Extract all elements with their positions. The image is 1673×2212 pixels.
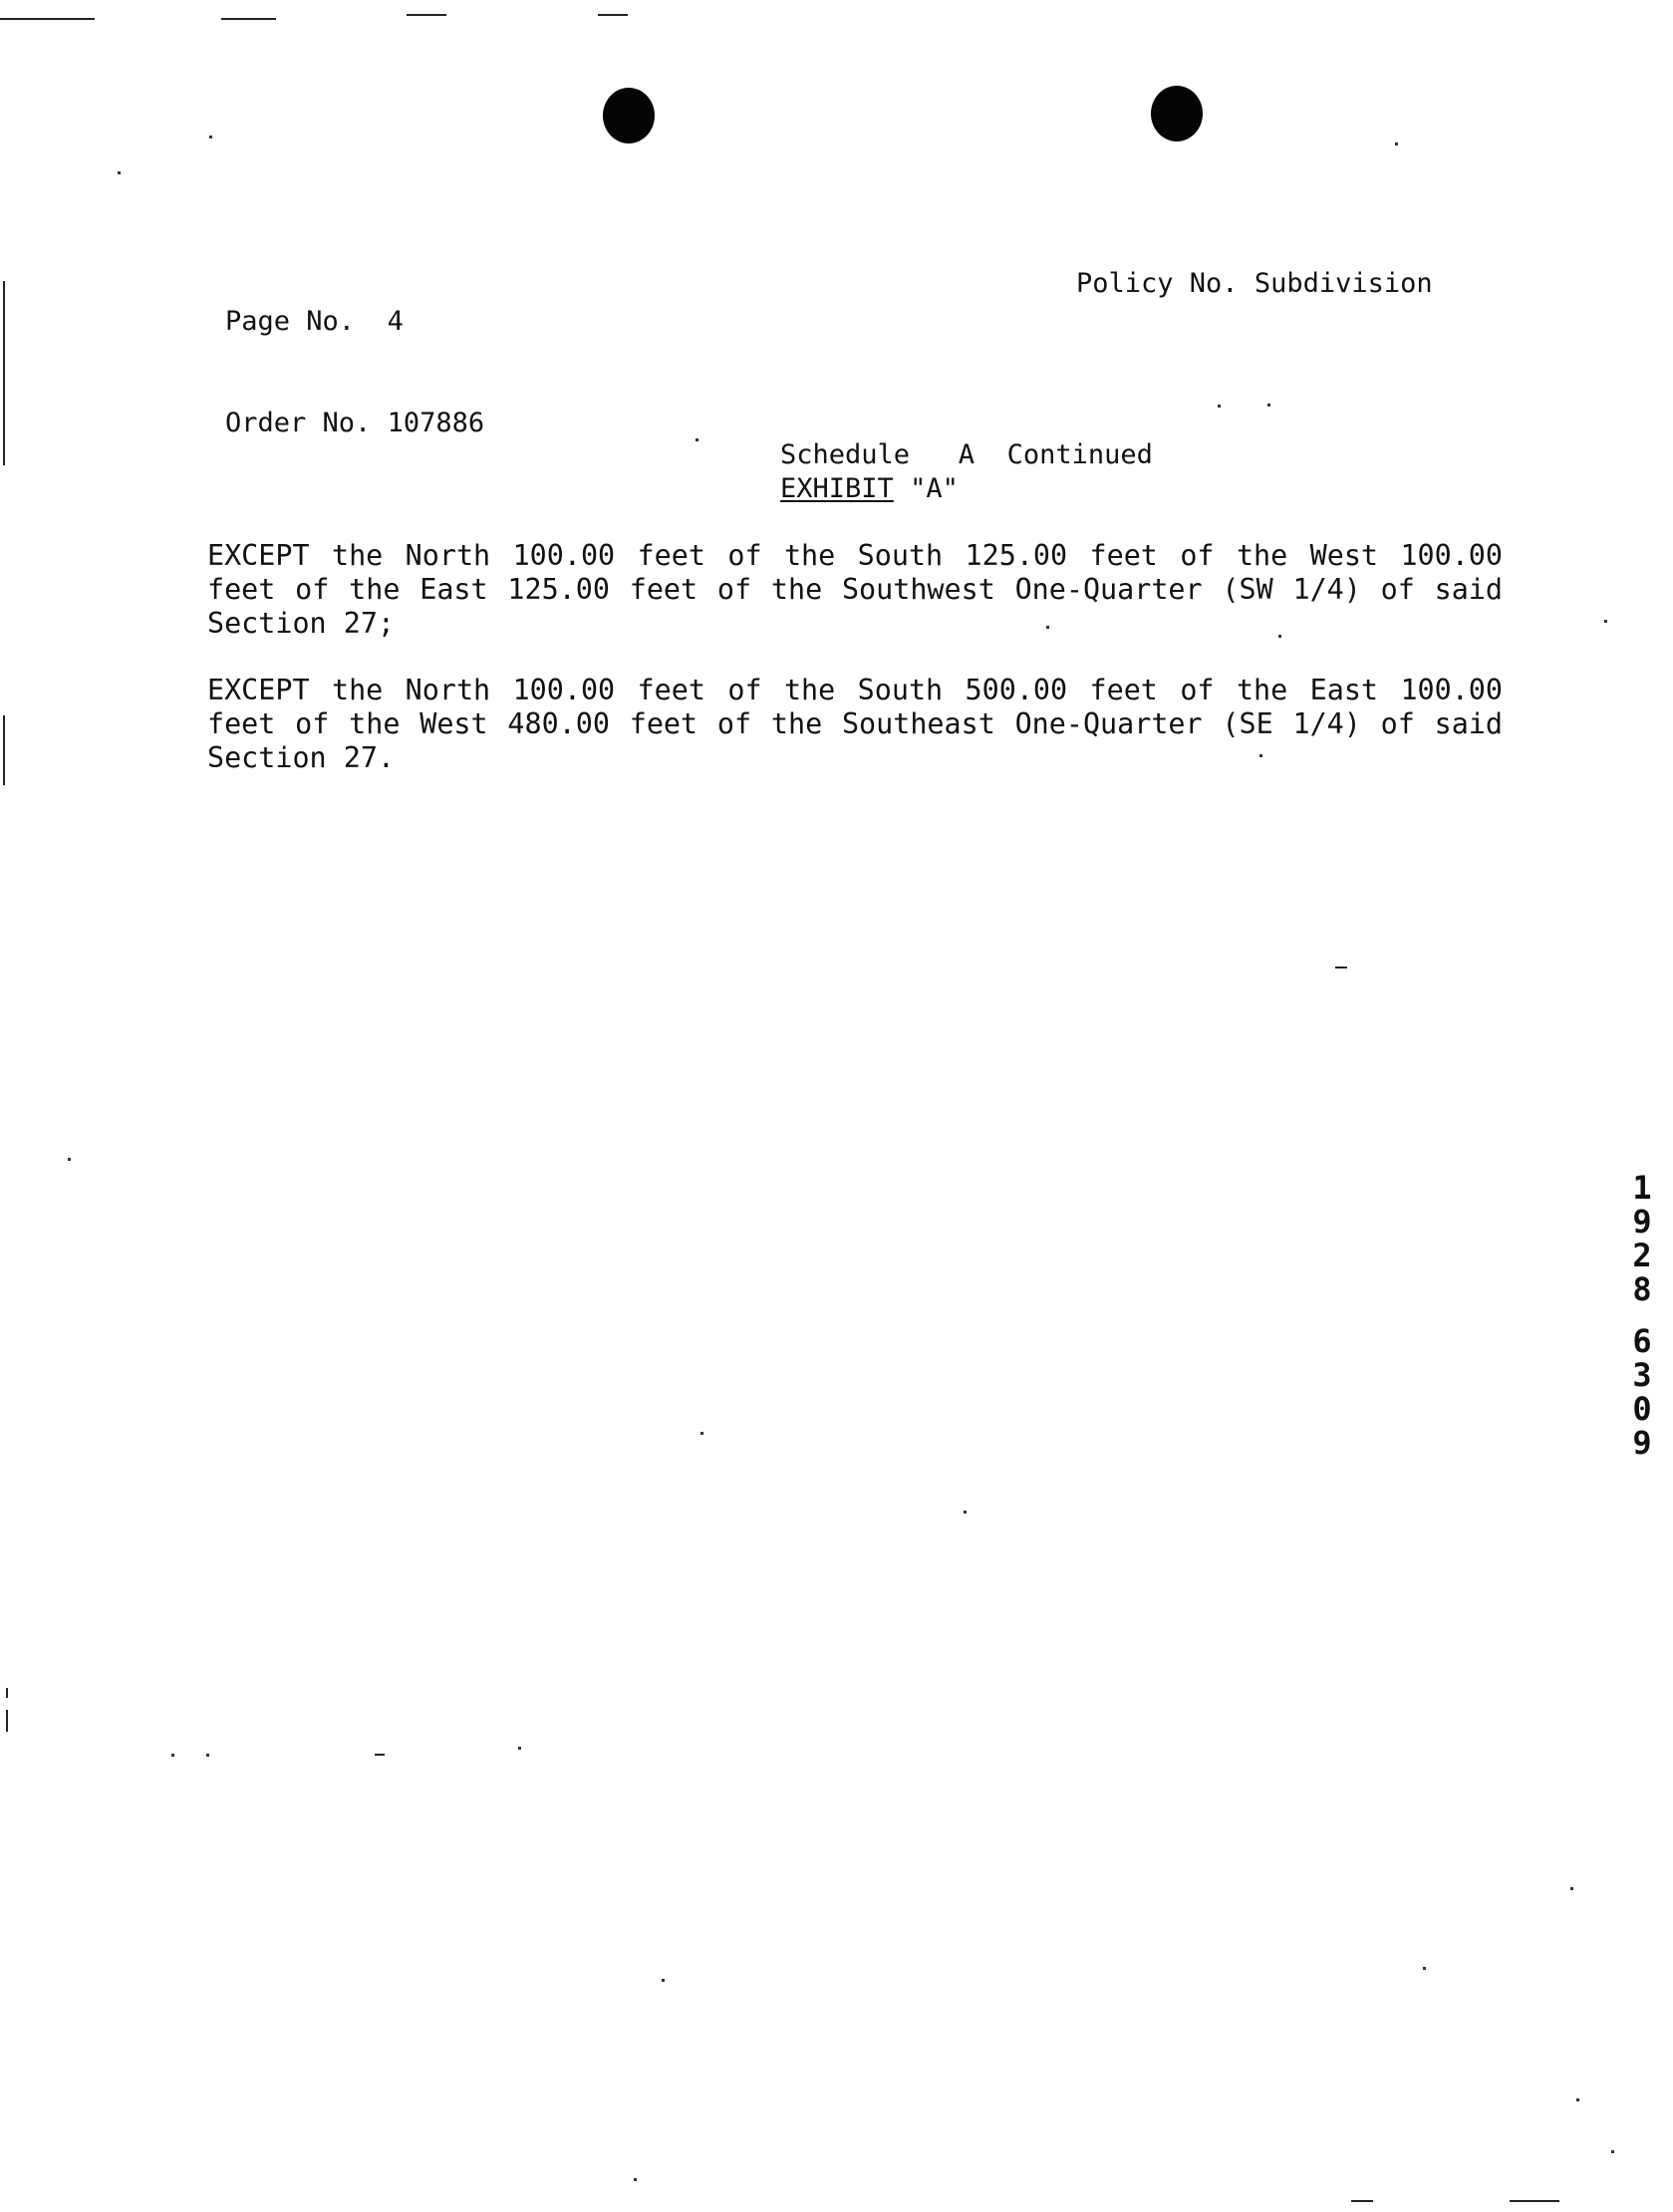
scan-mark: [1576, 2098, 1579, 2101]
scan-mark: [1570, 1887, 1573, 1890]
schedule-title: Schedule A Continued: [780, 439, 1153, 470]
scan-mark: [6, 1688, 8, 1698]
stamp-digit: 1: [1632, 1169, 1652, 1207]
scan-mark: [171, 1754, 174, 1757]
exception-paragraph: EXCEPT the North 100.00 feet of the South 125.00 feet of the West 100.00 feet of the East 125.00 feet of the Southwest One-Quarter (SW 1/4) of said Section 27;: [207, 539, 1503, 640]
scan-mark: [407, 14, 446, 16]
page-label: Page No.: [225, 306, 356, 337]
stamp-digit: 8: [1632, 1270, 1652, 1308]
scan-mark: [1395, 142, 1398, 145]
exhibit-label: EXHIBIT: [780, 473, 894, 504]
scan-mark: [1604, 620, 1607, 623]
stamp-digit: 9: [1632, 1203, 1652, 1241]
stamp-digit: 9: [1632, 1424, 1652, 1462]
scan-mark: [634, 2178, 637, 2181]
page-number: 4: [387, 306, 404, 337]
scan-mark: [1423, 1967, 1426, 1970]
scan-mark: [375, 1754, 385, 1756]
scan-mark: [1611, 2150, 1614, 2153]
order-number-line: [225, 407, 484, 440]
scan-mark: [662, 1979, 665, 1982]
header-left: [225, 237, 484, 508]
stamp-digit: 2: [1632, 1237, 1652, 1274]
scan-mark: [0, 18, 95, 20]
exhibit-title: [780, 472, 1153, 506]
scan-mark: [696, 438, 698, 441]
scan-mark: [1351, 2200, 1373, 2202]
order-number: 107886: [387, 408, 485, 438]
scan-mark: [598, 14, 628, 16]
policy-value: Subdivision: [1254, 268, 1433, 299]
policy-label: Policy No.: [1076, 268, 1239, 299]
page-number-line: [225, 305, 484, 339]
exception-paragraph: EXCEPT the North 100.00 feet of the South 500.00 feet of the East 100.00 feet of the West 480.00 feet of the Southeast One-Quarter (SE 1/4) of said Section 27.: [207, 674, 1503, 774]
scan-mark: [221, 18, 276, 20]
scan-mark: [964, 1511, 967, 1514]
scan-mark: [518, 1747, 521, 1750]
scan-mark: [206, 1754, 209, 1757]
schedule-heading: [780, 438, 1153, 506]
exhibit-letter: "A": [910, 473, 959, 504]
scan-mark: [68, 1158, 71, 1161]
punch-hole-right: [1151, 86, 1203, 141]
scan-mark: [1335, 967, 1347, 968]
document-stamp-number: [1622, 1171, 1662, 1460]
stamp-digit: 0: [1632, 1390, 1652, 1428]
stamp-digit: 3: [1632, 1356, 1652, 1394]
scan-mark: [1267, 404, 1270, 407]
scan-mark: [3, 715, 5, 785]
scan-mark: [1218, 405, 1221, 408]
scan-mark: [1510, 2200, 1559, 2202]
scan-mark: [209, 136, 212, 138]
order-label: Order No.: [225, 408, 372, 438]
scan-mark: [3, 281, 5, 465]
scan-mark: [6, 1710, 8, 1732]
stamp-digit: 6: [1632, 1322, 1652, 1360]
scan-mark: [700, 1432, 703, 1435]
policy-number-line: [1076, 267, 1433, 301]
scan-mark: [118, 171, 121, 174]
punch-hole-left: [603, 88, 655, 143]
